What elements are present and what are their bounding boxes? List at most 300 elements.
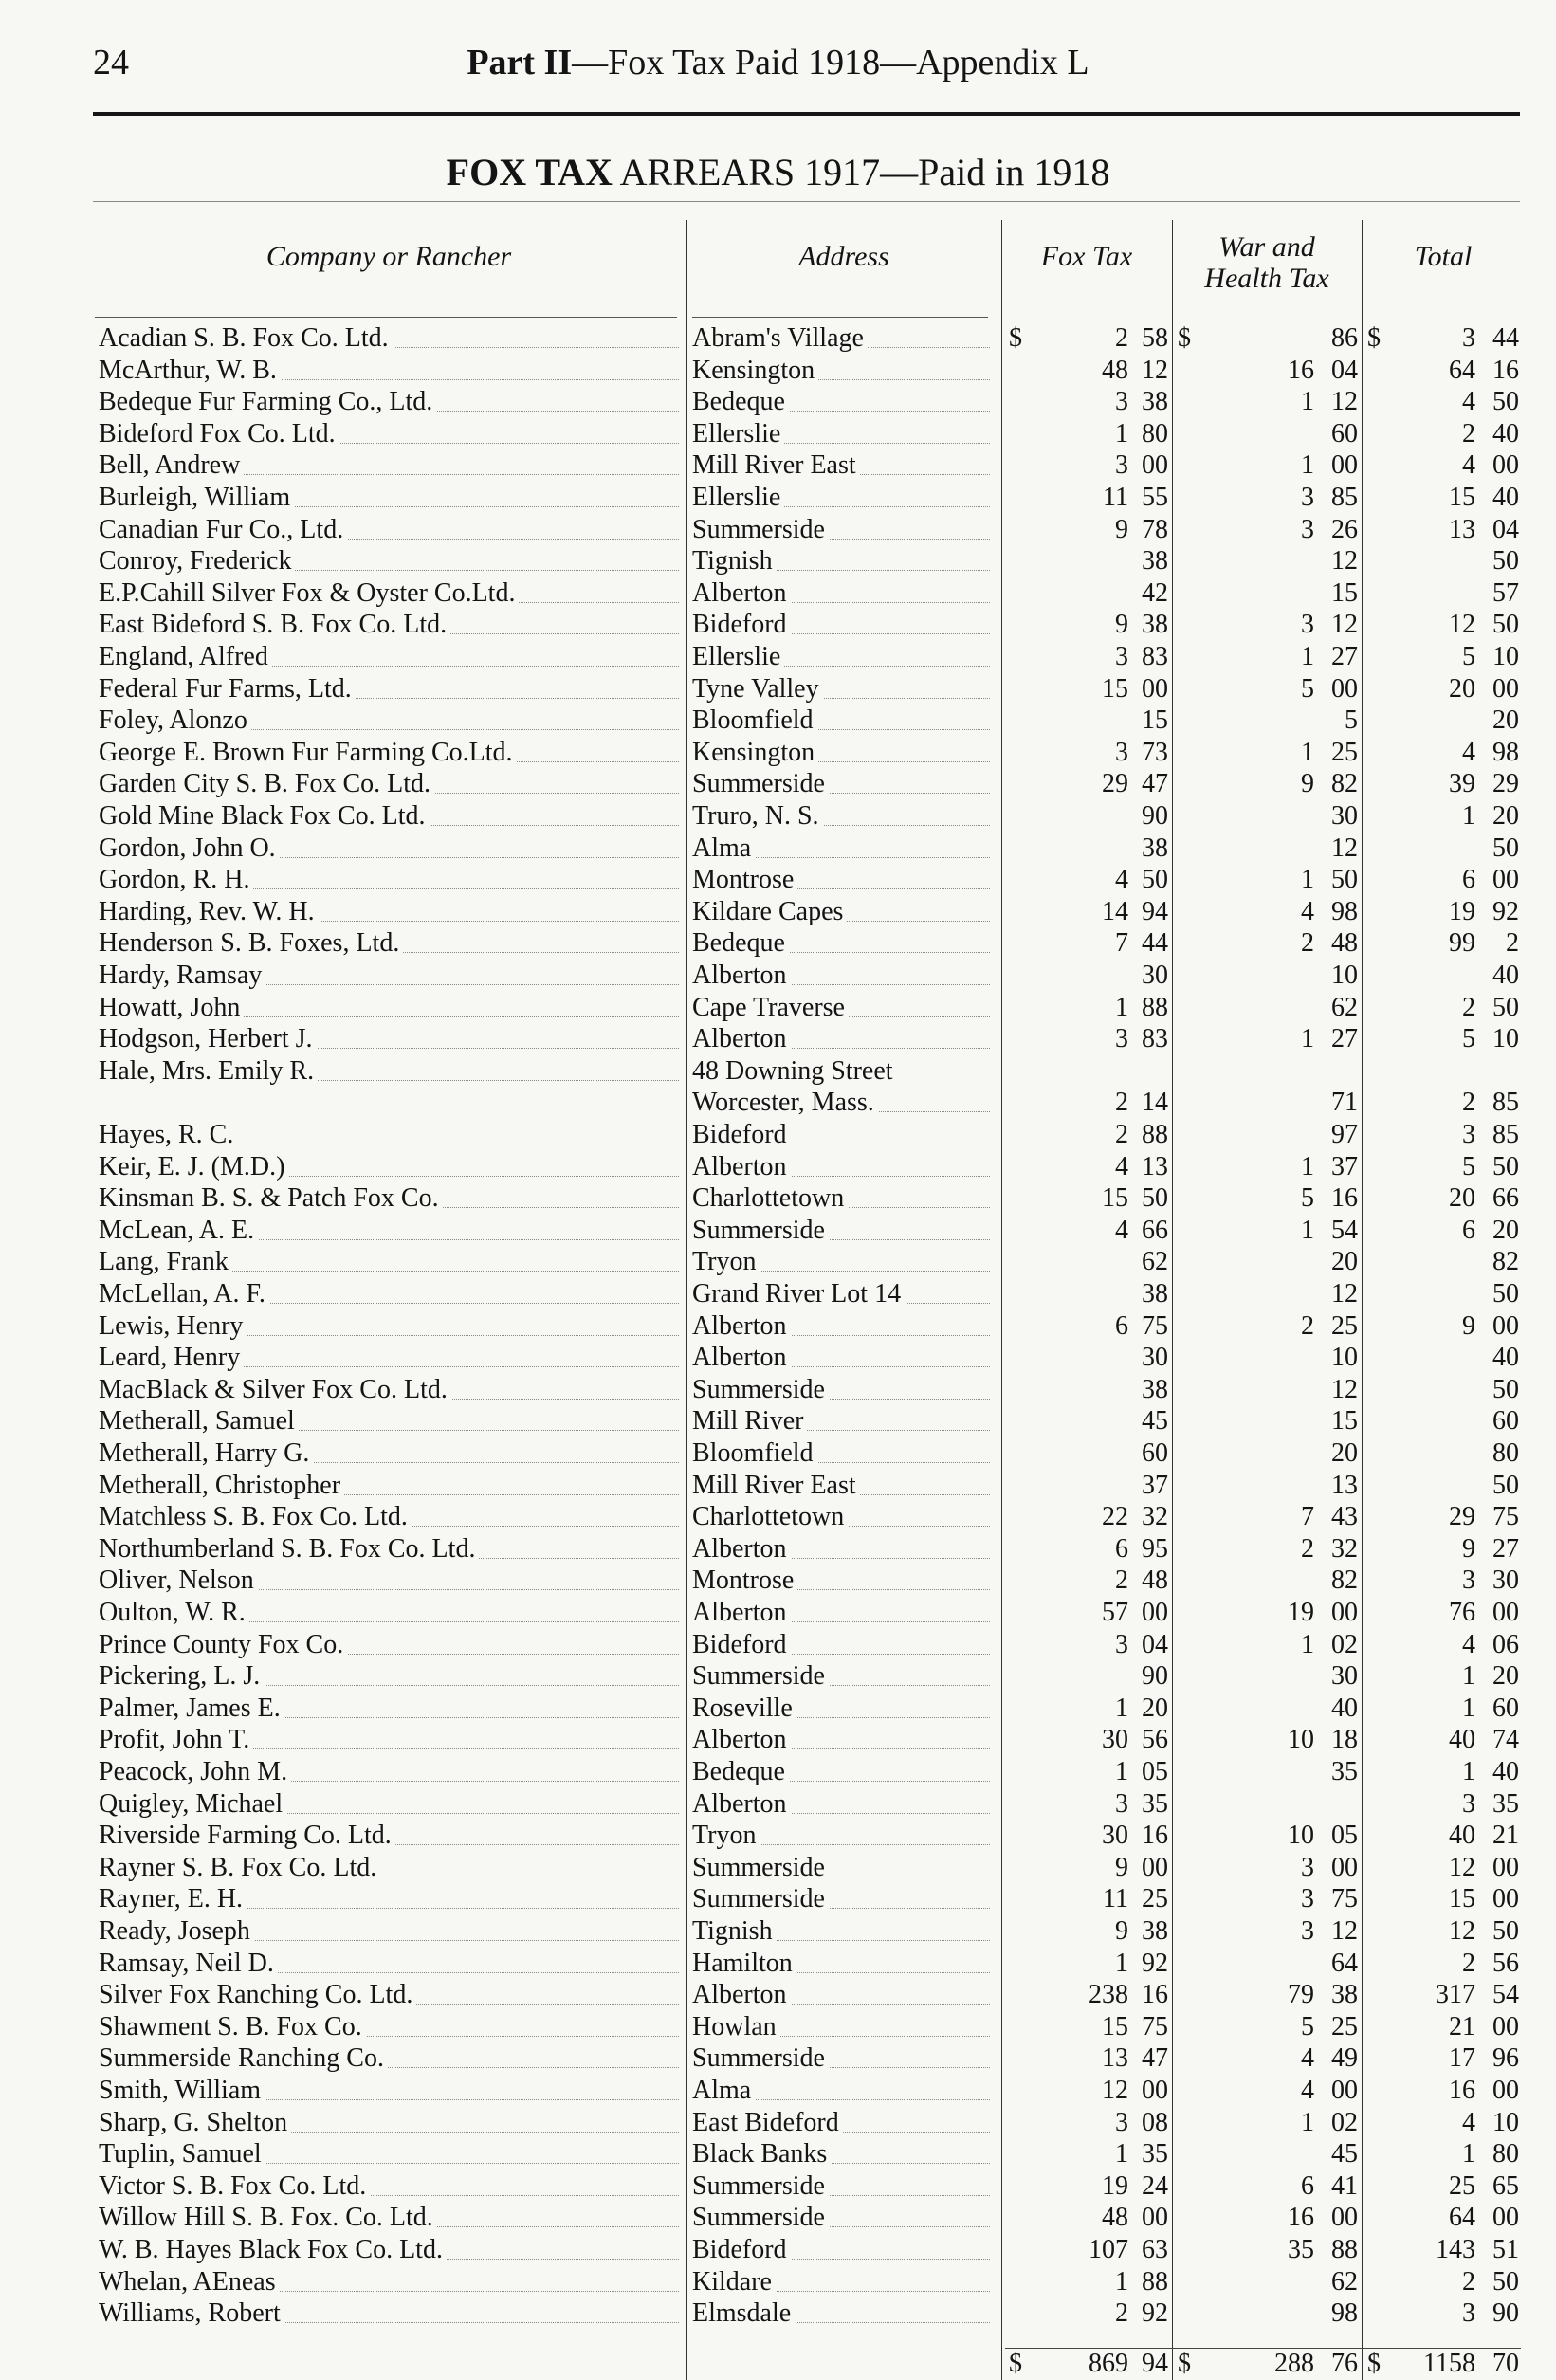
fox-tax-cents: 88 bbox=[1142, 992, 1168, 1022]
war-tax-cents: 12 bbox=[1331, 610, 1358, 640]
total-cents: 74 bbox=[1492, 1725, 1519, 1755]
total-cents: 90 bbox=[1492, 2298, 1519, 2329]
address-cell bbox=[692, 1724, 990, 1756]
war-tax-cents: 25 bbox=[1331, 2011, 1358, 2041]
address-text: Bedeque bbox=[692, 387, 789, 416]
fox-tax-dollars: 4 bbox=[1115, 1151, 1128, 1181]
company-name: Pickering, L. J. bbox=[99, 1661, 264, 1691]
fox-tax-dollars: 15 bbox=[1102, 2011, 1128, 2041]
currency-symbol: $ bbox=[1178, 2349, 1191, 2378]
war-tax-cents: 97 bbox=[1331, 1120, 1358, 1149]
total-cents: 00 bbox=[1492, 1884, 1519, 1914]
company-cell bbox=[99, 1119, 679, 1151]
table-row bbox=[0, 800, 1556, 833]
company-cell bbox=[99, 896, 679, 928]
header-underline-address bbox=[692, 317, 988, 318]
total-cents: 00 bbox=[1492, 2076, 1519, 2105]
total-cents: 50 bbox=[1492, 833, 1519, 863]
company-name: Bell, Andrew bbox=[99, 450, 244, 480]
table-row bbox=[0, 1820, 1556, 1852]
fox-tax-cents: 90 bbox=[1142, 1661, 1168, 1692]
total-dollars: 25 bbox=[1449, 2170, 1475, 2201]
war-tax-dollars: 2 bbox=[1301, 1533, 1314, 1564]
running-head bbox=[0, 42, 1556, 83]
company-cell bbox=[99, 1215, 679, 1247]
company-cell bbox=[99, 1597, 679, 1629]
fox-tax-dollars: 2 bbox=[1115, 2298, 1128, 2329]
fox-tax-cents: 08 bbox=[1142, 2107, 1168, 2137]
fox-tax-cents: 73 bbox=[1142, 737, 1168, 767]
address-cell bbox=[692, 2138, 990, 2170]
fox-tax-cents: 92 bbox=[1142, 2298, 1168, 2329]
address-text: Alberton bbox=[692, 1534, 791, 1564]
fox-tax-dollars: 1 bbox=[1115, 418, 1128, 449]
total-cents: 51 bbox=[1492, 2235, 1519, 2264]
table-row bbox=[0, 2170, 1556, 2203]
table-row bbox=[0, 1501, 1556, 1533]
total-dollars: 40 bbox=[1449, 1821, 1475, 1851]
total-fox-tax-cents: 94 bbox=[1142, 2349, 1168, 2378]
address-cell bbox=[692, 1215, 990, 1247]
war-tax-cents: 86 bbox=[1331, 323, 1358, 353]
address-cell bbox=[692, 2075, 990, 2107]
fox-tax-dollars: 48 bbox=[1102, 355, 1128, 385]
address-cell bbox=[692, 896, 990, 928]
fox-tax-dollars: 3 bbox=[1115, 1629, 1128, 1659]
table-title bbox=[0, 150, 1556, 194]
company-cell bbox=[99, 514, 679, 546]
fox-tax-cents: 38 bbox=[1142, 1279, 1168, 1309]
fox-tax-cents: 75 bbox=[1142, 2011, 1168, 2041]
address-text: Summerside bbox=[692, 515, 829, 544]
table-row bbox=[0, 1151, 1556, 1183]
fox-tax-dollars: 7 bbox=[1115, 928, 1128, 959]
address-text: Bloomfield bbox=[692, 705, 817, 735]
war-tax-cents: 04 bbox=[1331, 355, 1358, 385]
address-cell bbox=[692, 768, 990, 800]
total-dollars: 21 bbox=[1449, 2011, 1475, 2041]
address-cell bbox=[692, 1565, 990, 1597]
address-text: Alberton bbox=[692, 1024, 791, 1053]
address-text: Black Banks bbox=[692, 2139, 831, 2169]
fox-tax-cents: 00 bbox=[1142, 2203, 1168, 2233]
war-tax-dollars: 1 bbox=[1301, 1215, 1314, 1245]
address-text: Kensington bbox=[692, 356, 818, 385]
fox-tax-cents: 62 bbox=[1142, 1247, 1168, 1277]
fox-tax-cents: 30 bbox=[1142, 961, 1168, 990]
company-name: Peacock, John M. bbox=[99, 1757, 291, 1786]
table-row bbox=[0, 2075, 1556, 2107]
address-cell bbox=[692, 2266, 990, 2298]
table-row bbox=[0, 609, 1556, 641]
war-tax-dollars: 10 bbox=[1288, 1821, 1314, 1851]
address-cell bbox=[692, 482, 990, 514]
address-text: Alberton bbox=[692, 1343, 791, 1372]
address-cell bbox=[692, 1119, 990, 1151]
table-row bbox=[0, 1023, 1556, 1055]
address-text: Truro, N. S. bbox=[692, 801, 823, 831]
fox-tax-dollars: 29 bbox=[1102, 769, 1128, 799]
fox-tax-cents: 20 bbox=[1142, 1693, 1168, 1723]
company-name: W. B. Hayes Black Fox Co. Ltd. bbox=[99, 2235, 447, 2264]
total-dollars: 4 bbox=[1462, 737, 1475, 767]
fox-tax-dollars: 13 bbox=[1102, 2043, 1128, 2074]
table-row bbox=[0, 386, 1556, 418]
fox-tax-cents: 00 bbox=[1142, 1852, 1168, 1882]
table-row bbox=[0, 737, 1556, 769]
table-row bbox=[0, 1565, 1556, 1597]
fox-tax-dollars: 9 bbox=[1115, 1852, 1128, 1882]
fox-tax-dollars: 14 bbox=[1102, 896, 1128, 926]
company-name: Howatt, John bbox=[99, 993, 244, 1022]
address-cell bbox=[692, 673, 990, 705]
fox-tax-cents: 90 bbox=[1142, 801, 1168, 831]
war-tax-cents: 60 bbox=[1331, 418, 1358, 449]
war-tax-dollars: 19 bbox=[1288, 1598, 1314, 1627]
fox-tax-cents: 38 bbox=[1142, 610, 1168, 640]
fox-tax-dollars: 1 bbox=[1115, 992, 1128, 1022]
table-row bbox=[0, 896, 1556, 928]
fox-tax-cents: 47 bbox=[1142, 2043, 1168, 2074]
fox-tax-cents: 56 bbox=[1142, 1725, 1168, 1755]
war-tax-dollars: 1 bbox=[1301, 1151, 1314, 1181]
total-cents: 96 bbox=[1492, 2043, 1519, 2074]
company-cell bbox=[99, 705, 679, 737]
total-dollars: 9 bbox=[1462, 1533, 1475, 1564]
total-dollars: 1 bbox=[1462, 801, 1475, 831]
fox-tax-cents: 66 bbox=[1142, 1215, 1168, 1245]
address-cell bbox=[692, 1087, 990, 1119]
address-text: Kildare bbox=[692, 2267, 776, 2297]
total-dollars: 6 bbox=[1462, 865, 1475, 895]
address-cell bbox=[692, 514, 990, 546]
company-name: Riverside Farming Co. Ltd. bbox=[99, 1821, 395, 1850]
address-cell bbox=[692, 1182, 990, 1215]
war-tax-cents: 54 bbox=[1331, 1215, 1358, 1245]
fox-tax-cents: 38 bbox=[1142, 546, 1168, 577]
address-cell bbox=[692, 864, 990, 896]
total-cents: 98 bbox=[1492, 737, 1519, 767]
war-tax-cents: 16 bbox=[1331, 1183, 1358, 1214]
total-cents: 50 bbox=[1492, 1151, 1519, 1181]
total-dollars: 1 bbox=[1462, 1661, 1475, 1692]
company-cell bbox=[99, 577, 679, 610]
war-tax-cents: 71 bbox=[1331, 1088, 1358, 1118]
table-row bbox=[0, 1852, 1556, 1884]
grand-total-cents: 70 bbox=[1492, 2349, 1519, 2378]
address-cell bbox=[692, 1246, 990, 1278]
fox-tax-dollars: 1 bbox=[1115, 1948, 1128, 1978]
company-name: Silver Fox Ranching Co. Ltd. bbox=[99, 1980, 416, 2009]
war-tax-dollars: 16 bbox=[1288, 355, 1314, 385]
fox-tax-cents: 63 bbox=[1142, 2235, 1168, 2264]
fox-tax-dollars: 57 bbox=[1102, 1598, 1128, 1627]
fox-tax-cents: 88 bbox=[1142, 1120, 1168, 1149]
fox-tax-cents: 37 bbox=[1142, 1470, 1168, 1500]
address-text: Summerside bbox=[692, 1853, 829, 1882]
company-cell bbox=[99, 960, 679, 992]
company-cell bbox=[99, 1087, 679, 1119]
total-dollars: 317 bbox=[1436, 1980, 1475, 2010]
total-cents: 80 bbox=[1492, 2139, 1519, 2169]
war-tax-dollars: 1 bbox=[1301, 450, 1314, 481]
war-tax-cents: 27 bbox=[1331, 1024, 1358, 1054]
address-text: Bedeque bbox=[692, 1757, 789, 1786]
fox-tax-cents: 50 bbox=[1142, 865, 1168, 895]
company-name: Willow Hill S. B. Fox. Co. Ltd. bbox=[99, 2203, 437, 2232]
address-cell bbox=[692, 1374, 990, 1406]
address-cell bbox=[692, 1437, 990, 1470]
address-text: Roseville bbox=[692, 1693, 796, 1723]
war-tax-cents: 12 bbox=[1331, 1374, 1358, 1404]
total-cents: 50 bbox=[1492, 1916, 1519, 1946]
war-tax-cents: 00 bbox=[1331, 2203, 1358, 2233]
war-tax-dollars: 3 bbox=[1301, 483, 1314, 512]
table-row bbox=[0, 1533, 1556, 1565]
war-tax-dollars: 1 bbox=[1301, 2107, 1314, 2137]
total-dollars: 4 bbox=[1462, 1629, 1475, 1659]
total-cents: 85 bbox=[1492, 1120, 1519, 1149]
war-tax-cents: 10 bbox=[1331, 1343, 1358, 1373]
table-row bbox=[0, 1660, 1556, 1693]
address-text: 48 Downing Street bbox=[692, 1056, 897, 1086]
war-tax-cents: 45 bbox=[1331, 2139, 1358, 2169]
currency-symbol: $ bbox=[1178, 323, 1191, 353]
war-tax-dollars: 1 bbox=[1301, 865, 1314, 895]
total-dollars: 143 bbox=[1436, 2235, 1475, 2264]
company-cell bbox=[99, 1374, 679, 1406]
address-text: Summerside bbox=[692, 2171, 829, 2201]
currency-symbol: $ bbox=[1367, 323, 1381, 353]
address-cell bbox=[692, 609, 990, 641]
address-text: Summerside bbox=[692, 2043, 829, 2073]
total-dollars: 39 bbox=[1449, 769, 1475, 799]
fox-tax-cents: 38 bbox=[1142, 1374, 1168, 1404]
total-cents: 00 bbox=[1492, 450, 1519, 481]
company-name: Gordon, R. H. bbox=[99, 865, 253, 894]
table-row bbox=[0, 1087, 1556, 1119]
column-header-war-line1: War and bbox=[1218, 231, 1315, 263]
company-cell bbox=[99, 1246, 679, 1278]
fox-tax-dollars: 6 bbox=[1115, 1310, 1128, 1341]
war-tax-cents: 02 bbox=[1331, 2107, 1358, 2137]
table-row bbox=[0, 482, 1556, 514]
total-dollars: 3 bbox=[1462, 1565, 1475, 1596]
company-name: Hayes, R. C. bbox=[99, 1120, 237, 1149]
war-tax-cents: 37 bbox=[1331, 1151, 1358, 1181]
total-dollars: 3 bbox=[1462, 323, 1475, 353]
address-cell bbox=[692, 1151, 990, 1183]
total-dollars: 3 bbox=[1462, 1120, 1475, 1149]
address-cell bbox=[692, 1660, 990, 1693]
address-text: Alberton bbox=[692, 1311, 791, 1341]
address-text: Alberton bbox=[692, 961, 791, 990]
company-name: Gordon, John O. bbox=[99, 833, 280, 863]
table-row bbox=[0, 1948, 1556, 1980]
company-name: Shawment S. B. Fox Co. bbox=[99, 2012, 366, 2041]
total-dollars: 15 bbox=[1449, 483, 1475, 512]
address-text: Bideford bbox=[692, 610, 791, 639]
total-cents: 85 bbox=[1492, 1088, 1519, 1118]
fox-tax-cents: 78 bbox=[1142, 514, 1168, 544]
total-fox-tax-dollars: 869 bbox=[1089, 2349, 1128, 2378]
war-tax-cents: 48 bbox=[1331, 928, 1358, 959]
war-tax-cents: 5 bbox=[1345, 705, 1358, 736]
address-text: Worcester, Mass. bbox=[692, 1088, 878, 1117]
company-cell bbox=[99, 2170, 679, 2203]
address-cell bbox=[692, 1342, 990, 1374]
war-tax-cents: 12 bbox=[1331, 833, 1358, 863]
fox-tax-dollars: 2 bbox=[1115, 323, 1128, 353]
fox-tax-cents: 88 bbox=[1142, 2266, 1168, 2297]
table-row bbox=[0, 1883, 1556, 1915]
address-cell bbox=[692, 1820, 990, 1852]
total-dollars: 4 bbox=[1462, 387, 1475, 417]
fox-tax-cents: 16 bbox=[1142, 1980, 1168, 2010]
total-cents: 40 bbox=[1492, 483, 1519, 512]
running-head-lead: Part II bbox=[467, 43, 573, 82]
page-number: 24 bbox=[93, 43, 129, 82]
table-row bbox=[0, 641, 1556, 673]
table-row bbox=[0, 1437, 1556, 1470]
fox-tax-cents: 44 bbox=[1142, 928, 1168, 959]
war-tax-cents: 62 bbox=[1331, 992, 1358, 1022]
address-cell bbox=[692, 737, 990, 769]
total-cents: 57 bbox=[1492, 577, 1519, 608]
company-name: Quigley, Michael bbox=[99, 1789, 286, 1819]
company-name: Metherall, Samuel bbox=[99, 1406, 299, 1436]
total-cents: 20 bbox=[1492, 705, 1519, 736]
address-text: Mill River East bbox=[692, 1471, 860, 1500]
company-cell bbox=[99, 641, 679, 673]
address-cell bbox=[692, 1597, 990, 1629]
table-row bbox=[0, 1470, 1556, 1502]
war-tax-cents: 00 bbox=[1331, 450, 1358, 481]
total-dollars: 13 bbox=[1449, 514, 1475, 544]
company-cell bbox=[99, 1788, 679, 1821]
war-tax-dollars: 3 bbox=[1301, 1884, 1314, 1914]
fox-tax-cents: 48 bbox=[1142, 1565, 1168, 1596]
address-text: Mill River bbox=[692, 1406, 807, 1436]
title-rule bbox=[93, 201, 1520, 202]
total-dollars: 5 bbox=[1462, 1151, 1475, 1181]
address-cell bbox=[692, 1948, 990, 1980]
table-row bbox=[0, 2011, 1556, 2043]
war-tax-cents: 00 bbox=[1331, 673, 1358, 704]
fox-tax-dollars: 11 bbox=[1103, 1884, 1128, 1914]
company-name: Gold Mine Black Fox Co. Ltd. bbox=[99, 801, 430, 831]
war-tax-cents: 98 bbox=[1331, 896, 1358, 926]
total-cents: 2 bbox=[1506, 928, 1519, 959]
company-name: Ready, Joseph bbox=[99, 1916, 254, 1946]
address-text: Charlottetown bbox=[692, 1502, 848, 1531]
total-cents: 50 bbox=[1492, 546, 1519, 577]
address-text: Tryon bbox=[692, 1247, 760, 1276]
fox-tax-cents: 60 bbox=[1142, 1438, 1168, 1468]
total-cents: 20 bbox=[1492, 1661, 1519, 1692]
column-header-fox-tax: Fox Tax bbox=[1040, 241, 1133, 272]
company-cell bbox=[99, 482, 679, 514]
fox-tax-cents: 15 bbox=[1142, 705, 1168, 736]
war-tax-cents: 26 bbox=[1331, 514, 1358, 544]
address-text: Montrose bbox=[692, 865, 797, 894]
table-row bbox=[0, 1788, 1556, 1821]
company-cell bbox=[99, 1342, 679, 1374]
war-tax-cents: 64 bbox=[1331, 1948, 1358, 1978]
address-text: Ellerslie bbox=[692, 483, 784, 512]
war-tax-cents: 13 bbox=[1331, 1470, 1358, 1500]
war-tax-cents: 12 bbox=[1331, 387, 1358, 417]
table-row bbox=[0, 1342, 1556, 1374]
total-dollars: 64 bbox=[1449, 2203, 1475, 2233]
total-cents: 44 bbox=[1492, 323, 1519, 353]
war-tax-dollars: 1 bbox=[1301, 1024, 1314, 1054]
address-cell bbox=[692, 545, 990, 577]
fox-tax-cents: 58 bbox=[1142, 323, 1168, 353]
company-cell bbox=[99, 737, 679, 769]
company-cell bbox=[99, 1310, 679, 1343]
company-cell bbox=[99, 833, 679, 865]
war-tax-dollars: 4 bbox=[1301, 2076, 1314, 2105]
company-name: Oliver, Nelson bbox=[99, 1565, 258, 1595]
fox-tax-cents: 50 bbox=[1142, 1183, 1168, 1214]
column-header-total: Total bbox=[1414, 241, 1473, 272]
war-tax-dollars: 7 bbox=[1301, 1502, 1314, 1532]
total-cents: 50 bbox=[1492, 992, 1519, 1022]
total-cents: 80 bbox=[1492, 1438, 1519, 1468]
table-row bbox=[0, 2202, 1556, 2234]
total-cents: 40 bbox=[1492, 1757, 1519, 1786]
total-cents: 50 bbox=[1492, 1470, 1519, 1500]
fox-tax-dollars: 19 bbox=[1102, 2170, 1128, 2201]
table-title-rest: ARREARS 1917—Paid in 1918 bbox=[619, 151, 1110, 193]
company-name: Hodgson, Herbert J. bbox=[99, 1024, 317, 1053]
address-cell bbox=[692, 705, 990, 737]
address-cell bbox=[692, 927, 990, 960]
fox-tax-dollars: 1 bbox=[1115, 1757, 1128, 1786]
war-tax-cents: 05 bbox=[1331, 1821, 1358, 1851]
fox-tax-dollars: 3 bbox=[1115, 1788, 1128, 1819]
war-tax-cents: 85 bbox=[1331, 483, 1358, 512]
address-cell bbox=[692, 1852, 990, 1884]
company-cell bbox=[99, 609, 679, 641]
total-dollars: 20 bbox=[1449, 1183, 1475, 1214]
war-tax-cents: 41 bbox=[1331, 2170, 1358, 2201]
company-cell bbox=[99, 322, 679, 355]
total-cents: 00 bbox=[1492, 1598, 1519, 1627]
address-text: Bideford bbox=[692, 1630, 791, 1659]
address-text: Summerside bbox=[692, 1661, 829, 1691]
fox-tax-cents: 47 bbox=[1142, 769, 1168, 799]
fox-tax-cents: 94 bbox=[1142, 896, 1168, 926]
total-cents: 65 bbox=[1492, 2170, 1519, 2201]
company-cell bbox=[99, 2138, 679, 2170]
company-cell bbox=[99, 1501, 679, 1533]
address-text: Alberton bbox=[692, 1725, 791, 1754]
address-cell bbox=[692, 1915, 990, 1948]
address-cell bbox=[692, 641, 990, 673]
fox-tax-cents: 00 bbox=[1142, 1598, 1168, 1627]
total-dollars: 15 bbox=[1449, 1884, 1475, 1914]
currency-symbol: $ bbox=[1009, 323, 1022, 353]
table-row bbox=[0, 2266, 1556, 2298]
company-cell bbox=[99, 1948, 679, 1980]
total-cents: 00 bbox=[1492, 865, 1519, 895]
address-cell bbox=[692, 1470, 990, 1502]
company-name: E.P.Cahill Silver Fox & Oyster Co.Ltd. bbox=[99, 578, 519, 608]
table-row bbox=[0, 355, 1556, 387]
address-text: Charlottetown bbox=[692, 1183, 848, 1213]
